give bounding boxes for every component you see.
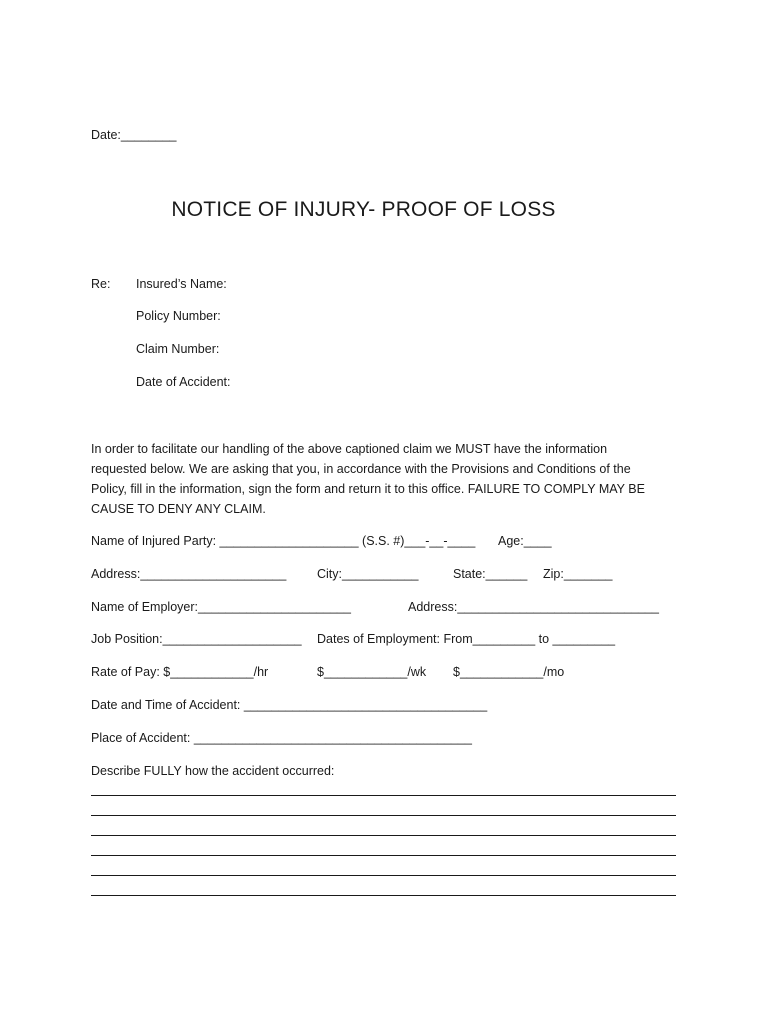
date-of-accident-label: Date of Accident: — [136, 375, 231, 389]
describe-accident-label: Describe FULLY how the accident occurred: — [91, 764, 335, 778]
zip-field[interactable]: Zip:_______ — [543, 567, 613, 581]
instructions-line: Policy, fill in the information, sign the form and return it to this office. FAILURE TO COMPLY MAY BE — [91, 482, 645, 496]
city-field[interactable]: City:___________ — [317, 567, 419, 581]
age-field[interactable]: Age:____ — [498, 534, 552, 548]
description-line[interactable] — [91, 815, 676, 816]
rate-per-hour-field[interactable]: Rate of Pay: $____________/hr — [91, 665, 269, 679]
rate-per-month-field[interactable]: $____________/mo — [453, 665, 565, 679]
employer-field[interactable]: Name of Employer:______________________ — [91, 600, 351, 614]
re-label: Re: — [91, 277, 111, 291]
insured-name-label: Insured’s Name: — [136, 277, 227, 291]
instructions-line: In order to facilitate our handling of the above captioned claim we MUST have the information — [91, 442, 608, 456]
instructions-line: CAUSE TO DENY ANY CLAIM. — [91, 502, 266, 516]
claim-number-label: Claim Number: — [136, 342, 220, 356]
job-position-field[interactable]: Job Position:____________________ — [91, 632, 302, 646]
state-field[interactable]: State:______ — [453, 567, 528, 581]
page-title: NOTICE OF INJURY- PROOF OF LOSS — [171, 198, 556, 221]
date-label: Date:________ — [91, 128, 177, 142]
description-line[interactable] — [91, 795, 676, 796]
description-line[interactable] — [91, 855, 676, 856]
date-time-accident-field[interactable]: Date and Time of Accident: ___________________________________ — [91, 698, 488, 712]
description-line[interactable] — [91, 875, 676, 876]
dates-of-employment-field[interactable]: Dates of Employment: From_________ to _________ — [317, 632, 616, 646]
instructions-paragraph — [91, 439, 671, 519]
description-line[interactable] — [91, 835, 676, 836]
rate-per-week-field[interactable]: $____________/wk — [317, 665, 427, 679]
employer-address-field[interactable]: Address:_____________________________ — [408, 600, 659, 614]
instructions-line: requested below. We are asking that you, in accordance with the Provisions and Conditions of the — [91, 462, 631, 476]
injured-party-field[interactable]: Name of Injured Party: ____________________ (S.S. #)___-__-____ — [91, 534, 476, 548]
policy-number-label: Policy Number: — [136, 309, 221, 323]
place-of-accident-field[interactable]: Place of Accident: ________________________________________ — [91, 731, 472, 745]
description-line[interactable] — [91, 895, 676, 896]
address-field[interactable]: Address:_____________________ — [91, 567, 287, 581]
